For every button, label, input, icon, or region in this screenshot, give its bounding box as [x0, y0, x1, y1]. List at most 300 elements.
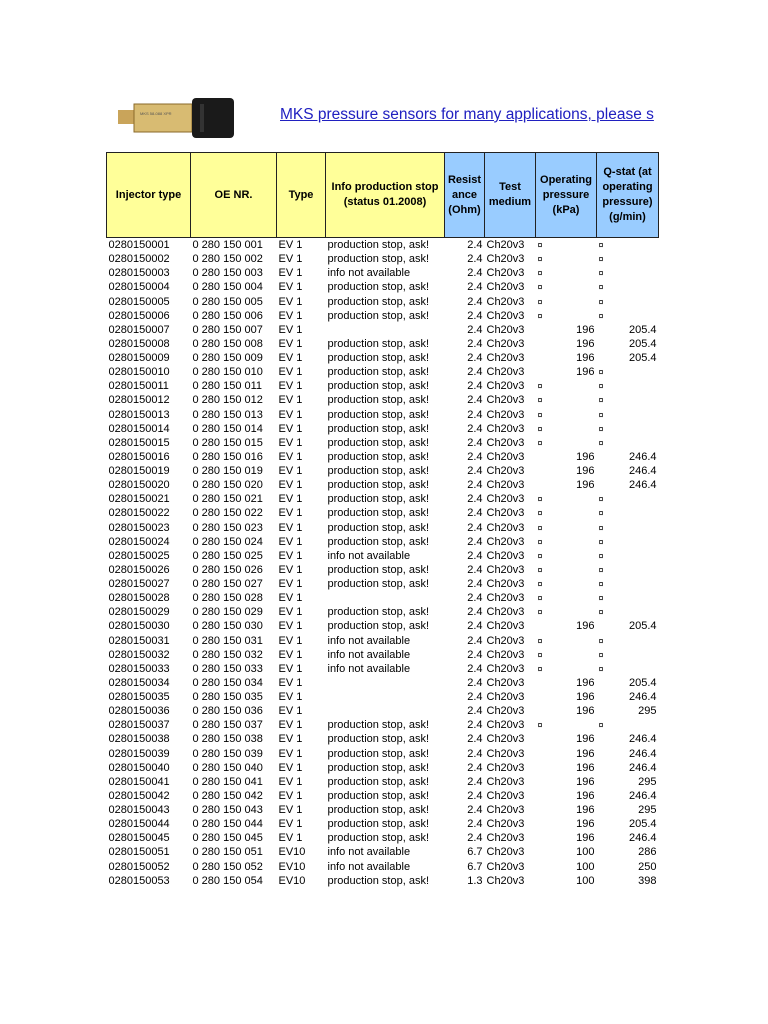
- cell-info: production stop, ask!: [327, 874, 430, 887]
- cell-resistance: 2.4: [467, 493, 483, 506]
- col-operating-pressure: Operating pressure (kPa): [536, 153, 597, 238]
- cell-operating-pressure: 196: [576, 761, 595, 774]
- cell-oe-nr: 0 280 150 041: [192, 775, 263, 788]
- cell-type: EV 1: [278, 422, 303, 435]
- table-row: [107, 845, 659, 859]
- cell-type: EV 1: [278, 775, 303, 788]
- cell-type: EV 1: [278, 507, 303, 520]
- cell-qstat: 246.4: [628, 450, 657, 463]
- cell-operating-pressure: 196: [576, 366, 595, 379]
- cell-injector-type: 0280150006: [108, 309, 170, 322]
- table-row: [107, 662, 659, 676]
- table-row: [107, 605, 659, 619]
- cell-info: production stop, ask!: [327, 578, 430, 591]
- cell-test-medium: Ch20v3: [486, 592, 525, 605]
- cell-test-medium: Ch20v3: [486, 705, 525, 718]
- cell-injector-type: 0280150038: [108, 733, 170, 746]
- cell-test-medium: Ch20v3: [486, 719, 525, 732]
- cell-test-medium: Ch20v3: [486, 493, 525, 506]
- table-row: [107, 309, 659, 323]
- table-row: [107, 676, 659, 690]
- cell-type: EV 1: [278, 465, 303, 478]
- cell-type: EV 1: [278, 578, 303, 591]
- cell-type: EV 1: [278, 352, 303, 365]
- cell-resistance: 6.7: [467, 860, 483, 873]
- cell-info: production stop, ask!: [327, 253, 430, 266]
- cell-injector-type: 0280150011: [108, 380, 169, 393]
- cell-resistance: 2.4: [467, 648, 483, 661]
- cell-info: production stop, ask!: [327, 804, 430, 817]
- cell-resistance: 2.4: [467, 578, 483, 591]
- cell-qstat: ¤: [598, 395, 604, 406]
- cell-test-medium: Ch20v3: [486, 634, 525, 647]
- table-row: [107, 478, 659, 492]
- cell-type: EV 1: [278, 309, 303, 322]
- cell-resistance: 2.4: [467, 436, 483, 449]
- cell-type: EV10: [278, 860, 306, 873]
- cell-info: production stop, ask!: [327, 620, 430, 633]
- cell-info: production stop, ask!: [327, 563, 430, 576]
- cell-operating-pressure: ¤: [537, 409, 543, 420]
- cell-oe-nr: 0 280 150 015: [192, 436, 263, 449]
- cell-qstat: 246.4: [628, 479, 657, 492]
- cell-test-medium: Ch20v3: [486, 436, 525, 449]
- col-oe-nr: OE NR.: [191, 153, 277, 238]
- cell-injector-type: 0280150052: [108, 860, 170, 873]
- table-row: [107, 634, 659, 648]
- cell-type: EV 1: [278, 380, 303, 393]
- cell-operating-pressure: ¤: [537, 395, 543, 406]
- cell-oe-nr: 0 280 150 030: [192, 620, 263, 633]
- cell-oe-nr: 0 280 150 020: [192, 479, 263, 492]
- cell-injector-type: 0280150029: [108, 606, 170, 619]
- cell-oe-nr: 0 280 150 051: [192, 846, 263, 859]
- cell-resistance: 2.4: [467, 705, 483, 718]
- cell-info: production stop, ask!: [327, 747, 430, 760]
- cell-injector-type: 0280150036: [108, 705, 170, 718]
- cell-type: EV 1: [278, 789, 303, 802]
- cell-resistance: 2.4: [467, 380, 483, 393]
- table-row: [107, 464, 659, 478]
- cell-injector-type: 0280150015: [108, 436, 170, 449]
- cell-test-medium: Ch20v3: [486, 521, 525, 534]
- cell-qstat: ¤: [598, 550, 604, 561]
- cell-type: EV 1: [278, 662, 303, 675]
- cell-info: production stop, ask!: [327, 521, 430, 534]
- cell-resistance: 2.4: [467, 239, 483, 252]
- cell-qstat: ¤: [598, 381, 604, 392]
- cell-test-medium: Ch20v3: [486, 535, 525, 548]
- cell-qstat: 246.4: [628, 465, 657, 478]
- cell-operating-pressure: ¤: [537, 663, 543, 674]
- cell-injector-type: 0280150031: [108, 634, 170, 647]
- cell-test-medium: Ch20v3: [486, 366, 525, 379]
- cell-injector-type: 0280150010: [108, 366, 170, 379]
- cell-test-medium: Ch20v3: [486, 606, 525, 619]
- cell-type: EV 1: [278, 253, 303, 266]
- table-row: [107, 252, 659, 266]
- cell-operating-pressure: 196: [576, 676, 595, 689]
- cell-info: production stop, ask!: [327, 761, 430, 774]
- table-row: [107, 337, 659, 351]
- cell-type: EV 1: [278, 606, 303, 619]
- cell-injector-type: 0280150003: [108, 267, 170, 280]
- cell-test-medium: Ch20v3: [486, 733, 525, 746]
- cell-type: EV10: [278, 846, 306, 859]
- cell-type: EV 1: [278, 691, 303, 704]
- table-header-row: [107, 153, 659, 238]
- cell-type: EV 1: [278, 436, 303, 449]
- cell-info: info not available: [327, 860, 411, 873]
- table-row: [107, 690, 659, 704]
- cell-test-medium: Ch20v3: [486, 789, 525, 802]
- cell-oe-nr: 0 280 150 013: [192, 408, 263, 421]
- cell-qstat: ¤: [598, 437, 604, 448]
- cell-injector-type: 0280150002: [108, 253, 170, 266]
- table-row: [107, 492, 659, 506]
- cell-operating-pressure: 100: [576, 846, 595, 859]
- cell-injector-type: 0280150026: [108, 563, 170, 576]
- table-row: [107, 577, 659, 591]
- table-row: [107, 648, 659, 662]
- cell-injector-type: 0280150007: [108, 323, 170, 336]
- cell-injector-type: 0280150004: [108, 281, 170, 294]
- cell-qstat: 205.4: [628, 337, 657, 350]
- cell-test-medium: Ch20v3: [486, 450, 525, 463]
- cell-info: production stop, ask!: [327, 535, 430, 548]
- cell-resistance: 2.4: [467, 747, 483, 760]
- cell-injector-type: 0280150035: [108, 691, 170, 704]
- cell-info: production stop, ask!: [327, 436, 430, 449]
- cell-operating-pressure: 100: [576, 860, 595, 873]
- cell-info: info not available: [327, 549, 411, 562]
- cell-type: EV 1: [278, 450, 303, 463]
- cell-operating-pressure: 196: [576, 705, 595, 718]
- cell-info: production stop, ask!: [327, 394, 430, 407]
- table-row: [107, 874, 659, 888]
- cell-qstat: ¤: [598, 649, 604, 660]
- cell-injector-type: 0280150009: [108, 352, 170, 365]
- table-row: [107, 408, 659, 422]
- table-row: [107, 450, 659, 464]
- cell-operating-pressure: 196: [576, 733, 595, 746]
- cell-oe-nr: 0 280 150 028: [192, 592, 263, 605]
- cell-type: EV 1: [278, 267, 303, 280]
- cell-qstat: 295: [638, 775, 657, 788]
- cell-test-medium: Ch20v3: [486, 563, 525, 576]
- table-row: [107, 506, 659, 520]
- cell-operating-pressure: ¤: [537, 550, 543, 561]
- cell-resistance: 2.4: [467, 535, 483, 548]
- table-row: [107, 860, 659, 874]
- cell-operating-pressure: 100: [576, 874, 595, 887]
- cell-type: EV 1: [278, 394, 303, 407]
- cell-qstat: 246.4: [628, 832, 657, 845]
- cell-oe-nr: 0 280 150 024: [192, 535, 263, 548]
- cell-qstat: 205.4: [628, 676, 657, 689]
- cell-test-medium: Ch20v3: [486, 253, 525, 266]
- cell-type: EV 1: [278, 521, 303, 534]
- cell-oe-nr: 0 280 150 035: [192, 691, 263, 704]
- cell-test-medium: Ch20v3: [486, 239, 525, 252]
- cell-type: EV 1: [278, 337, 303, 350]
- cell-qstat: ¤: [598, 564, 604, 575]
- table-row: [107, 393, 659, 407]
- cell-injector-type: 0280150039: [108, 747, 170, 760]
- table-row: [107, 732, 659, 746]
- cell-type: EV 1: [278, 705, 303, 718]
- cell-type: EV 1: [278, 676, 303, 689]
- cell-resistance: 2.4: [467, 634, 483, 647]
- cell-oe-nr: 0 280 150 045: [192, 832, 263, 845]
- cell-operating-pressure: 196: [576, 450, 595, 463]
- cell-oe-nr: 0 280 150 027: [192, 578, 263, 591]
- cell-oe-nr: 0 280 150 011: [192, 380, 263, 393]
- cell-injector-type: 0280150028: [108, 592, 170, 605]
- cell-test-medium: Ch20v3: [486, 775, 525, 788]
- cell-qstat: ¤: [598, 282, 604, 293]
- cell-operating-pressure: ¤: [537, 579, 543, 590]
- cell-resistance: 2.4: [467, 691, 483, 704]
- cell-info: production stop, ask!: [327, 789, 430, 802]
- cell-oe-nr: 0 280 150 021: [192, 493, 263, 506]
- cell-operating-pressure: ¤: [537, 536, 543, 547]
- cell-operating-pressure: ¤: [537, 296, 543, 307]
- cell-resistance: 2.4: [467, 507, 483, 520]
- cell-qstat: 205.4: [628, 352, 657, 365]
- cell-resistance: 2.4: [467, 450, 483, 463]
- cell-operating-pressure: 196: [576, 620, 595, 633]
- table-row: [107, 563, 659, 577]
- cell-operating-pressure: ¤: [537, 437, 543, 448]
- cell-test-medium: Ch20v3: [486, 408, 525, 421]
- cell-resistance: 2.4: [467, 394, 483, 407]
- cell-qstat: 295: [638, 804, 657, 817]
- cell-info: production stop, ask!: [327, 450, 430, 463]
- cell-oe-nr: 0 280 150 025: [192, 549, 263, 562]
- cell-type: EV10: [278, 874, 306, 887]
- cell-test-medium: Ch20v3: [486, 860, 525, 873]
- cell-qstat: ¤: [598, 367, 604, 378]
- cell-oe-nr: 0 280 150 004: [192, 281, 263, 294]
- cell-info: production stop, ask!: [327, 352, 430, 365]
- cell-qstat: 246.4: [628, 733, 657, 746]
- cell-oe-nr: 0 280 150 003: [192, 267, 263, 280]
- table-row: [107, 718, 659, 732]
- cell-resistance: 2.4: [467, 804, 483, 817]
- cell-test-medium: Ch20v3: [486, 832, 525, 845]
- cell-qstat: ¤: [598, 508, 604, 519]
- cell-oe-nr: 0 280 150 036: [192, 705, 263, 718]
- cell-test-medium: Ch20v3: [486, 804, 525, 817]
- cell-oe-nr: 0 280 150 029: [192, 606, 263, 619]
- cell-test-medium: Ch20v3: [486, 281, 525, 294]
- cell-injector-type: 0280150013: [108, 408, 170, 421]
- cell-type: EV 1: [278, 493, 303, 506]
- cell-resistance: 2.4: [467, 676, 483, 689]
- cell-injector-type: 0280150025: [108, 549, 170, 562]
- cell-resistance: 2.4: [467, 592, 483, 605]
- cell-info: production stop, ask!: [327, 606, 430, 619]
- cell-injector-type: 0280150023: [108, 521, 170, 534]
- cell-qstat: ¤: [598, 423, 604, 434]
- cell-info: production stop, ask!: [327, 465, 430, 478]
- cell-oe-nr: 0 280 150 016: [192, 450, 263, 463]
- svg-text:MKS 58-088 XPR: MKS 58-088 XPR: [140, 111, 172, 116]
- cell-test-medium: Ch20v3: [486, 295, 525, 308]
- cell-type: EV 1: [278, 535, 303, 548]
- cell-operating-pressure: ¤: [537, 508, 543, 519]
- cell-oe-nr: 0 280 150 014: [192, 422, 263, 435]
- cell-oe-nr: 0 280 150 010: [192, 366, 263, 379]
- cell-info: info not available: [327, 648, 411, 661]
- cell-info: production stop, ask!: [327, 493, 430, 506]
- cell-test-medium: Ch20v3: [486, 846, 525, 859]
- cell-injector-type: 0280150032: [108, 648, 170, 661]
- cell-injector-type: 0280150016: [108, 450, 170, 463]
- cell-resistance: 2.4: [467, 479, 483, 492]
- cell-resistance: 1.3: [467, 874, 483, 887]
- cell-type: EV 1: [278, 719, 303, 732]
- table-row: [107, 266, 659, 280]
- cell-info: production stop, ask!: [327, 422, 430, 435]
- cell-oe-nr: 0 280 150 019: [192, 465, 263, 478]
- table-row: [107, 747, 659, 761]
- table-row: [107, 789, 659, 803]
- cell-type: EV 1: [278, 323, 303, 336]
- cell-resistance: 6.7: [467, 846, 483, 859]
- cell-oe-nr: 0 280 150 054: [192, 874, 263, 887]
- cell-test-medium: Ch20v3: [486, 648, 525, 661]
- cell-type: EV 1: [278, 239, 303, 252]
- cell-oe-nr: 0 280 150 006: [192, 309, 263, 322]
- cell-resistance: 2.4: [467, 521, 483, 534]
- cell-oe-nr: 0 280 150 038: [192, 733, 263, 746]
- cell-info: [326, 704, 445, 718]
- cell-operating-pressure: ¤: [537, 240, 543, 251]
- cell-type: EV 1: [278, 818, 303, 831]
- cell-type: EV 1: [278, 281, 303, 294]
- table-row: [107, 549, 659, 563]
- cell-qstat: ¤: [598, 720, 604, 731]
- cell-qstat: ¤: [598, 663, 604, 674]
- table-row: [107, 761, 659, 775]
- cell-type: EV 1: [278, 733, 303, 746]
- mks-sensors-link[interactable]: MKS pressure sensors for many applications, please s: [280, 106, 654, 123]
- cell-qstat: ¤: [598, 254, 604, 265]
- cell-oe-nr: 0 280 150 042: [192, 789, 263, 802]
- cell-oe-nr: 0 280 150 033: [192, 662, 263, 675]
- col-info-production-stop: Info production stop (status 01.2008): [326, 153, 445, 238]
- cell-info: info not available: [327, 634, 411, 647]
- cell-resistance: 2.4: [467, 549, 483, 562]
- table-row: [107, 521, 659, 535]
- cell-qstat: 205.4: [628, 818, 657, 831]
- cell-operating-pressure: ¤: [537, 593, 543, 604]
- cell-qstat: 246.4: [628, 789, 657, 802]
- pressure-sensor-image: [118, 96, 238, 140]
- cell-test-medium: Ch20v3: [486, 309, 525, 322]
- cell-injector-type: 0280150051: [108, 846, 170, 859]
- cell-oe-nr: 0 280 150 005: [192, 295, 263, 308]
- cell-test-medium: Ch20v3: [486, 549, 525, 562]
- cell-oe-nr: 0 280 150 040: [192, 761, 263, 774]
- col-qstat: Q-stat (at operating pressure) (g/min): [597, 153, 659, 238]
- cell-qstat: ¤: [598, 635, 604, 646]
- table-row: [107, 280, 659, 294]
- cell-oe-nr: 0 280 150 022: [192, 507, 263, 520]
- table-row: [107, 422, 659, 436]
- cell-oe-nr: 0 280 150 023: [192, 521, 263, 534]
- cell-type: EV 1: [278, 832, 303, 845]
- cell-oe-nr: 0 280 150 032: [192, 648, 263, 661]
- cell-oe-nr: 0 280 150 034: [192, 676, 263, 689]
- cell-type: EV 1: [278, 634, 303, 647]
- cell-test-medium: Ch20v3: [486, 818, 525, 831]
- cell-type: EV 1: [278, 804, 303, 817]
- cell-type: EV 1: [278, 620, 303, 633]
- cell-resistance: 2.4: [467, 818, 483, 831]
- cell-injector-type: 0280150027: [108, 578, 170, 591]
- cell-injector-type: 0280150021: [108, 493, 170, 506]
- cell-oe-nr: 0 280 150 002: [192, 253, 263, 266]
- cell-resistance: 2.4: [467, 733, 483, 746]
- cell-operating-pressure: 196: [576, 747, 595, 760]
- cell-injector-type: 0280150022: [108, 507, 170, 520]
- cell-oe-nr: 0 280 150 039: [192, 747, 263, 760]
- cell-info: production stop, ask!: [327, 818, 430, 831]
- cell-info: production stop, ask!: [327, 775, 430, 788]
- cell-oe-nr: 0 280 150 009: [192, 352, 263, 365]
- table-row: [107, 619, 659, 633]
- cell-qstat: 205.4: [628, 323, 657, 336]
- cell-operating-pressure: 196: [576, 323, 595, 336]
- cell-info: production stop, ask!: [327, 380, 430, 393]
- cell-resistance: 2.4: [467, 465, 483, 478]
- table-row: [107, 817, 659, 831]
- cell-oe-nr: 0 280 150 001: [192, 239, 263, 252]
- cell-resistance: 2.4: [467, 323, 483, 336]
- cell-operating-pressure: 196: [576, 832, 595, 845]
- cell-qstat: 295: [638, 705, 657, 718]
- cell-type: EV 1: [278, 563, 303, 576]
- cell-info: production stop, ask!: [327, 507, 430, 520]
- cell-info: [326, 690, 445, 704]
- cell-operating-pressure: ¤: [537, 607, 543, 618]
- cell-operating-pressure: 196: [576, 352, 595, 365]
- cell-qstat: ¤: [598, 268, 604, 279]
- col-resistance: Resist ance (Ohm): [445, 153, 485, 238]
- cell-injector-type: 0280150042: [108, 789, 170, 802]
- cell-resistance: 2.4: [467, 719, 483, 732]
- cell-test-medium: Ch20v3: [486, 676, 525, 689]
- cell-test-medium: Ch20v3: [486, 747, 525, 760]
- cell-operating-pressure: 196: [576, 337, 595, 350]
- table-row: [107, 591, 659, 605]
- cell-operating-pressure: ¤: [537, 494, 543, 505]
- cell-operating-pressure: ¤: [537, 720, 543, 731]
- table-row: [107, 704, 659, 718]
- cell-qstat: ¤: [598, 494, 604, 505]
- cell-resistance: 2.4: [467, 606, 483, 619]
- cell-resistance: 2.4: [467, 408, 483, 421]
- cell-injector-type: 0280150019: [108, 465, 170, 478]
- cell-info: production stop, ask!: [327, 832, 430, 845]
- cell-info: info not available: [327, 846, 411, 859]
- cell-operating-pressure: ¤: [537, 522, 543, 533]
- cell-oe-nr: 0 280 150 026: [192, 563, 263, 576]
- cell-info: info not available: [327, 662, 411, 675]
